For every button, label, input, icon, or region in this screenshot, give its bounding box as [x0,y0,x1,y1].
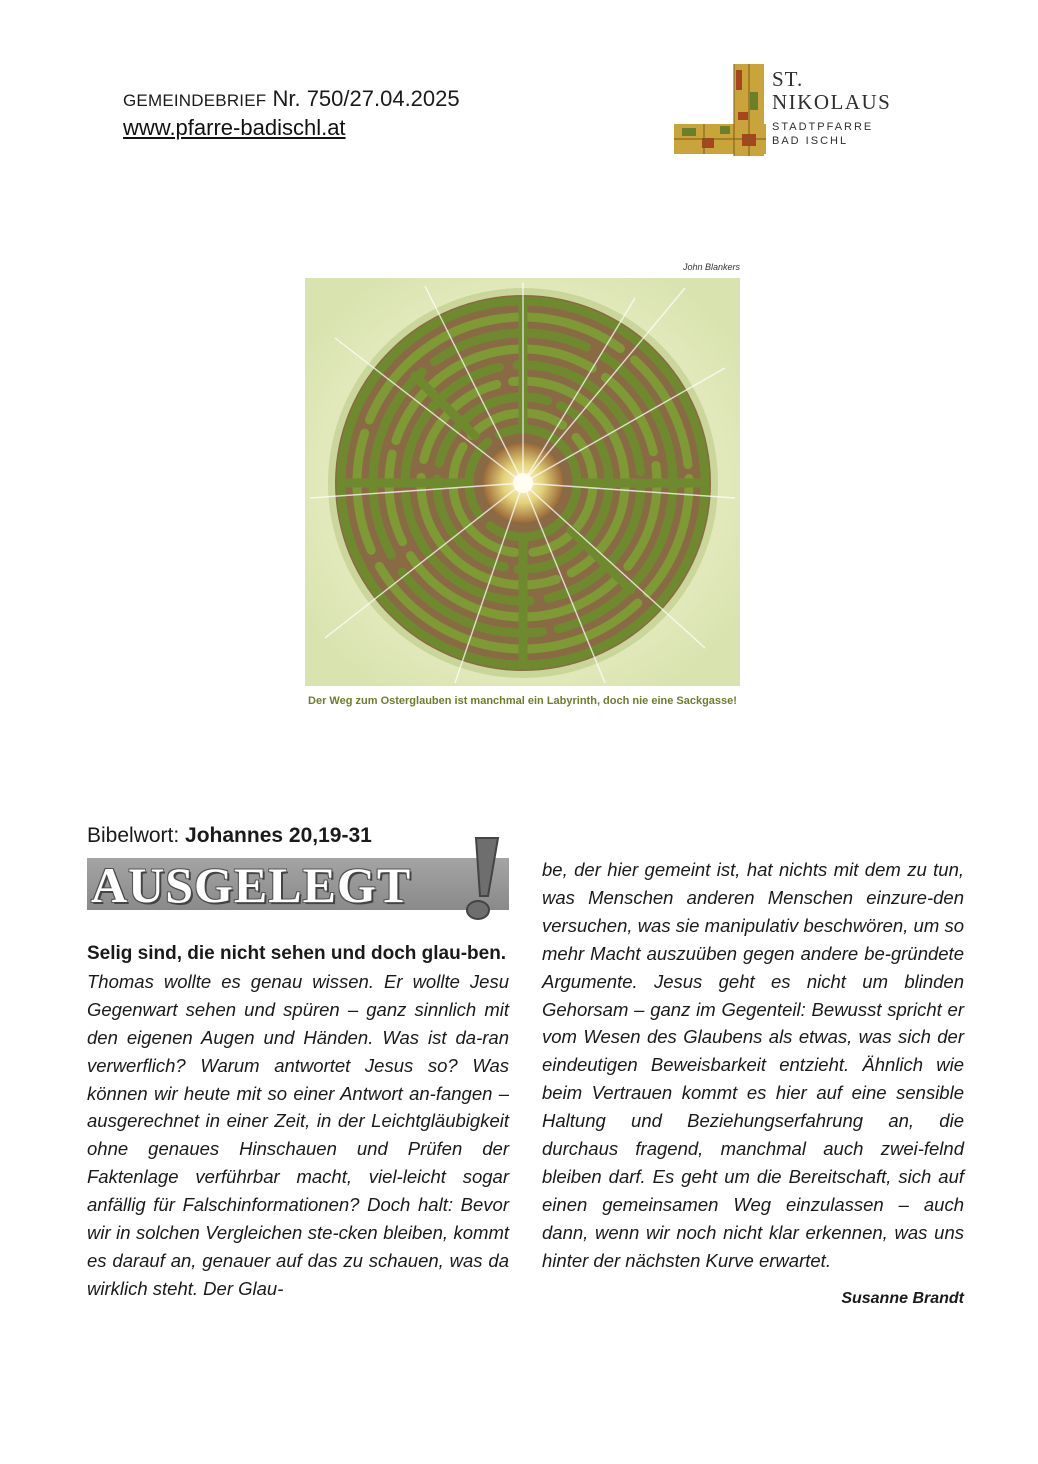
article-text-left: Thomas wollte es genau wissen. Er wollte Jesu Gegenwart sehen und spüren – ganz sinnlich mit den eigenen Augen und Händen. Was ist da-ran verwerflich? Warum antwortet Jesus so? Was können wir heute mit so einer Antwort an-fangen – ausgerechnet in einer Zeit, in der Leichtgläubigkeit ohne genaues Hinschauen und Prüfen der Faktenlage verführbar macht, viel-leicht sogar anfällig für Falschinformationen? Doch halt: Bevor wir in solchen Vergleichen ste-cken bleiben, kommt es darauf an, genauer auf das zu schauen, was da wirklich steht. Der Glau- [87,970,509,1299]
image-credit: John Blankers [682,262,740,272]
issue-number: Nr. 750/27.04.2025 [272,86,460,111]
labyrinth-icon [305,278,740,686]
parish-url-link[interactable]: www.pfarre-badischl.at [123,115,346,140]
logo-line-stadtpfarre: STADTPFARRE [772,121,874,133]
logo-text [772,68,891,148]
issue-line [123,86,460,114]
newsletter-label: GEMEINDEBRIEF [123,91,267,110]
bible-reference [87,824,372,848]
logo-line-nikolaus: NIKOLAUS [772,90,892,114]
author-name: Susanne Brandt [841,1290,964,1307]
parish-logo [672,62,902,158]
banner-title: AUSGELEGT [91,857,412,913]
mosaic-cross-icon [672,62,772,158]
article-text-right: be, der hier gemeint ist, hat nichts mit dem zu tun, was Menschen anderen Menschen einzure-den versuchen, was sie manipulativ beschwören, um so mehr Macht auszuüben gegen andere be-gründete Argumente. Jesus geht es nicht um blinden Gehorsam – ganz im Gegenteil: Bewusst spricht er vom Wesen des Glaubens als etwas, was sich der eindeutigen Beweisbarkeit entzieht. Ähnlich wie beim Vertrauen kommt es hier auf eine sensible Haltung und Beziehungserfahrung an, die durchaus fragend, manchmal auch zwei-felnd bleiben darf. Es geht um die Bereitschaft, sich auf einen gemeinsamen Weg einzulassen – auch dann, wenn wir noch nicht klar erkennen, was uns hinter der nächsten Kurve erwartet. [542,859,964,1271]
exclamation-icon [452,834,512,924]
labyrinth-image [305,278,740,686]
bible-label: Bibelwort: [87,824,180,847]
bible-passage: Johannes 20,19-31 [185,824,372,847]
article-column-left [87,940,509,1303]
image-caption: Der Weg zum Osterglauben ist manchmal ein Labyrinth, doch nie eine Sackgasse! [308,695,737,707]
logo-line-st: ST. [772,67,804,91]
article-subheading: Selig sind, die nicht sehen und doch glau-ben. [87,943,507,964]
newsletter-header [123,86,460,142]
logo-line-bad-ischl: BAD ISCHL [772,135,849,147]
ausgelegt-banner [87,857,509,913]
article-column-right [542,856,964,1275]
